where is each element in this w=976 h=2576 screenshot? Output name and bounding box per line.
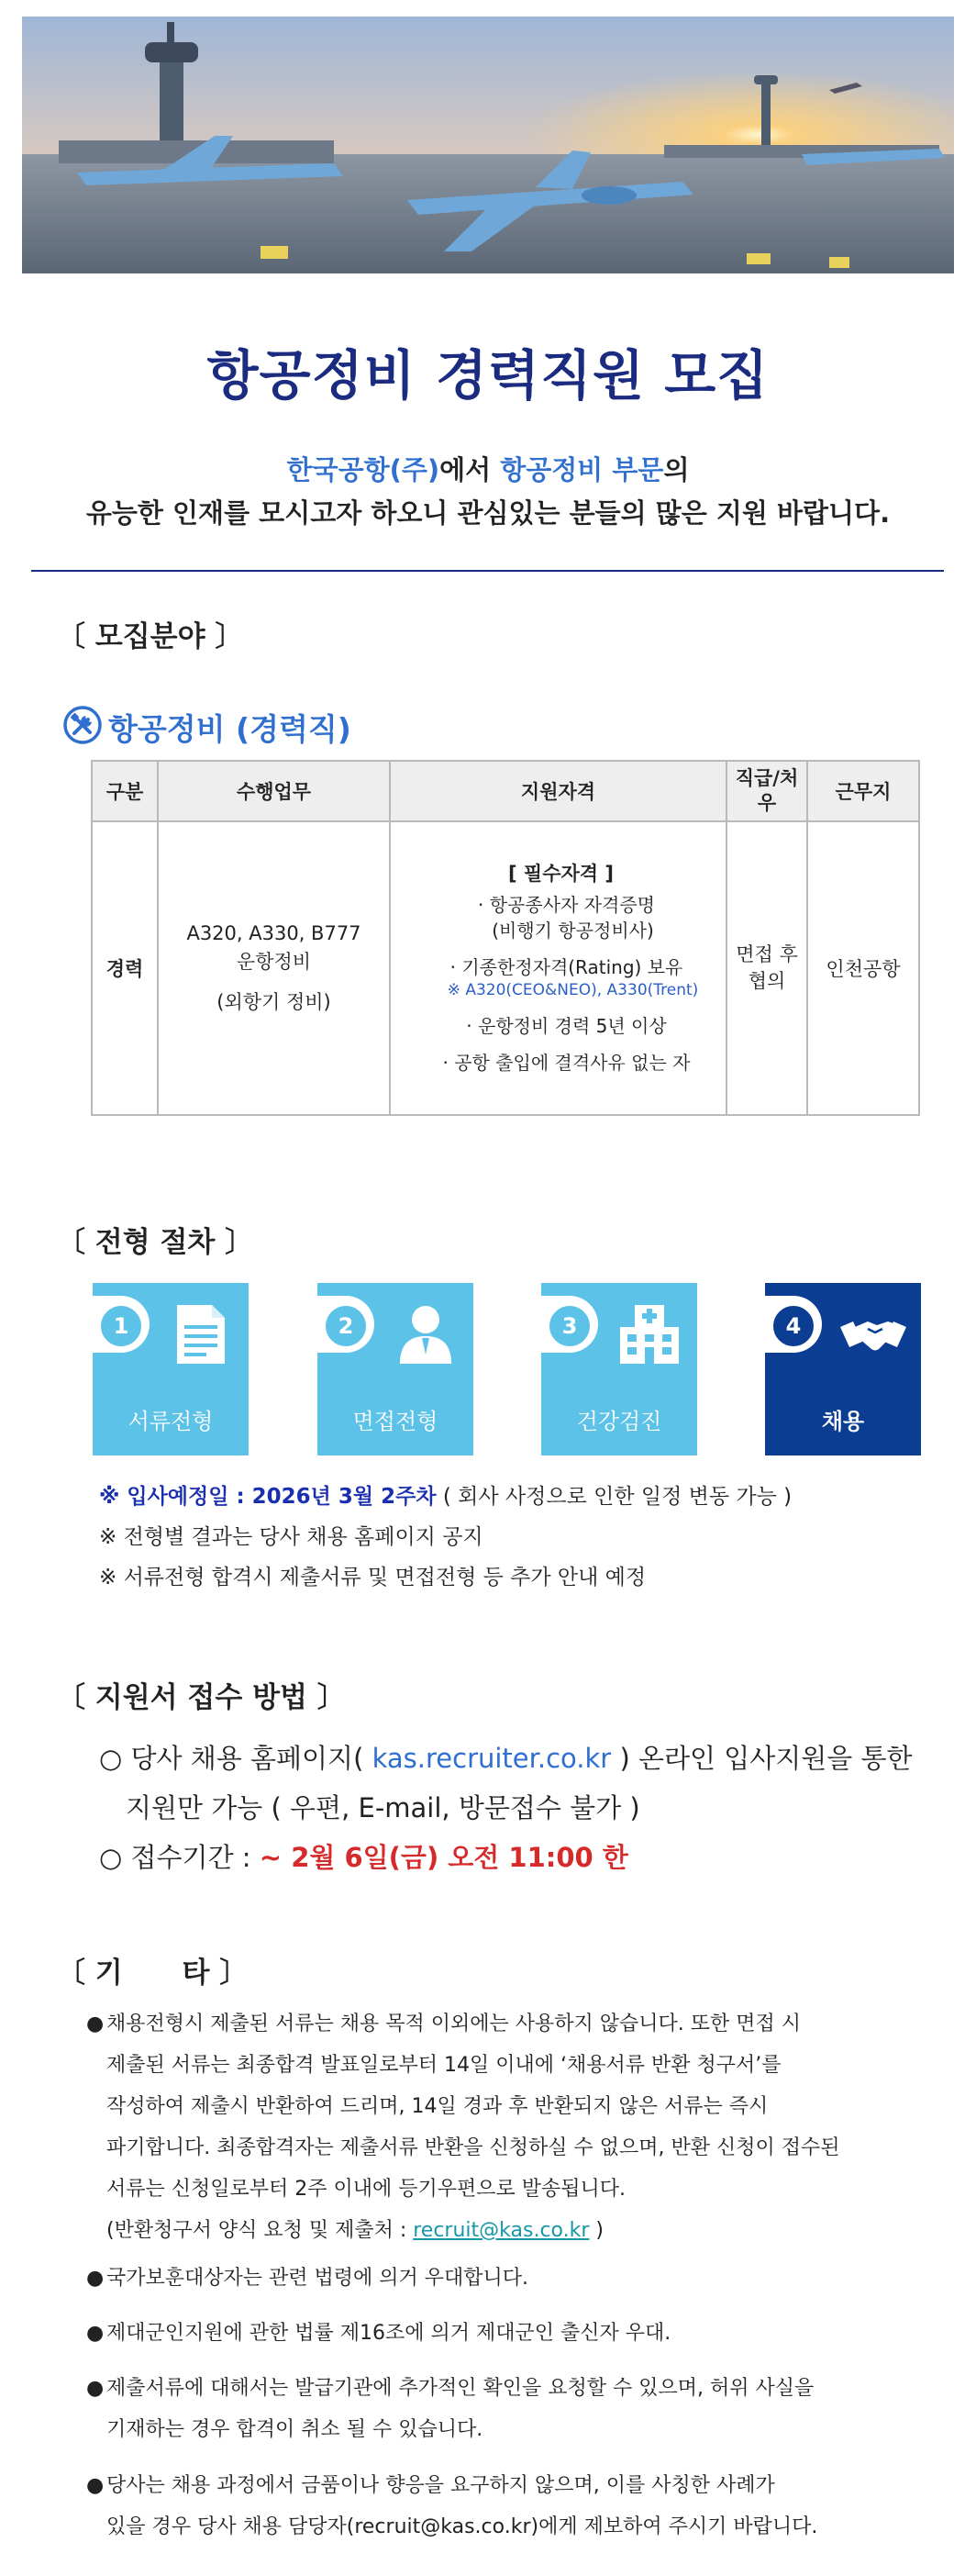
header-qualification: 지원자격 <box>390 761 726 821</box>
etc1-line6-a: (반환청구서 양식 요청 및 제출처 : <box>106 2219 414 2242</box>
step-label: 건강검진 <box>576 1409 662 1434</box>
bullet-icon: ● <box>86 2013 105 2035</box>
note-additional: ※ 서류전형 합격시 제출서류 및 면접전형 등 추가 안내 예정 <box>99 1566 647 1589</box>
etc-item-fraud <box>86 2465 923 2548</box>
etc4-line2: 기재하는 경우 합격이 취소 될 수 있습니다. <box>106 2418 483 2441</box>
apply-period-label: ○ 접수기간 : <box>99 1842 260 1873</box>
step-number: 2 <box>323 1303 369 1349</box>
etc1-line5: 서류는 신청일로부터 2주 이내에 등기우편으로 발송됩니다. <box>106 2178 627 2201</box>
field-title <box>62 707 351 747</box>
intro-dept: 항공정비 부문 <box>500 454 664 485</box>
intro-company: 한국공항(주) <box>286 454 440 485</box>
table-row <box>92 821 919 1115</box>
tools-icon <box>62 705 103 749</box>
intro-line-2: 유능한 인재를 모시고자 하오니 관심있는 분들의 많은 지원 바랍니다. <box>85 497 891 529</box>
person-icon <box>391 1299 460 1369</box>
etc-item-discharged <box>86 2313 923 2354</box>
recruit-email-link[interactable]: recruit@kas.co.kr <box>413 2219 590 2242</box>
handshake-icon <box>838 1299 908 1369</box>
grade-line-2: 협의 <box>748 970 786 992</box>
table-header-row <box>92 761 919 821</box>
cell-location: 인천공항 <box>807 821 919 1115</box>
etc3-line1: 제대군인지원에 관한 법률 제16조에 의거 제대군인 출신자 우대. <box>106 2322 671 2345</box>
section-title-apply: 〔 지원서 접수 방법 〕 <box>57 1681 346 1714</box>
step-label: 서류전형 <box>128 1409 214 1434</box>
apply-line1-b: ) 온라인 입사지원을 통한 <box>611 1743 913 1774</box>
etc-item-veterans <box>86 2258 923 2299</box>
etc1-line6 <box>106 2210 923 2251</box>
etc1-line1: 채용전형시 제출된 서류는 채용 목적 이외에는 사용하지 않습니다. 또한 면접 시 <box>106 2013 801 2035</box>
req-3: · 운항정비 경력 5년 이상 <box>466 1014 667 1037</box>
req-4: · 공항 출입에 결격사유 없는 자 <box>442 1051 691 1074</box>
apply-method-line <box>99 1738 913 1776</box>
etc2-line1: 국가보훈대상자는 관련 법령에 의거 우대합니다. <box>106 2267 529 2290</box>
duty-line-2: 운항정비 <box>236 950 312 973</box>
cell-qualification <box>390 821 726 1115</box>
step-2 <box>317 1283 473 1455</box>
section-title-recruit: 〔 모집분야 〕 <box>57 620 244 653</box>
cell-type: 경력 <box>92 821 158 1115</box>
etc5-line1: 당사는 채용 과정에서 금품이나 향응을 요구하지 않으며, 이를 사칭한 사례가 <box>106 2474 775 2497</box>
divider <box>31 570 944 572</box>
start-date-rest: ( 회사 사정으로 인한 일정 변동 가능 ) <box>436 1485 793 1509</box>
step-number: 1 <box>98 1303 144 1349</box>
bullet-icon: ● <box>86 2377 105 2400</box>
step-label: 면접전형 <box>352 1409 438 1434</box>
req-head: [ 필수자격 ] <box>508 863 614 886</box>
etc4-line1: 제출서류에 대해서는 발급기관에 추가적인 확인을 요청할 수 있으며, 허위 사실을 <box>106 2377 815 2400</box>
bullet-icon: ● <box>86 2322 105 2345</box>
header-type: 구분 <box>92 761 158 821</box>
page-title: 항공정비 경력직원 모집 <box>206 344 770 407</box>
apply-period-line <box>99 1837 628 1875</box>
header-location: 근무지 <box>807 761 919 821</box>
etc-item-verification <box>86 2368 923 2450</box>
note-start-date <box>99 1479 792 1510</box>
req-1a: · 항공종사자 자격증명 <box>478 893 655 916</box>
intro-line-1 <box>0 450 976 487</box>
etc1-line2: 제출된 서류는 최종합격 발표일로부터 14일 이내에 ‘채용서류 반환 청구서’를 <box>106 2054 782 2077</box>
grade-line-1: 면접 후 <box>736 942 798 965</box>
header-duty: 수행업무 <box>158 761 390 821</box>
step-4 <box>765 1283 921 1455</box>
step-label: 채용 <box>821 1409 865 1434</box>
hospital-icon <box>615 1299 684 1369</box>
etc1-line6-b: ) <box>589 2219 604 2242</box>
start-date-bold: ※ 입사예정일 : 2026년 3월 2주차 <box>99 1485 437 1509</box>
section-title-etc: 〔 기 타 〕 <box>57 1957 249 1990</box>
recruit-site-link[interactable]: kas.recruiter.co.kr <box>372 1743 612 1774</box>
apply-method-line-2: 지원만 가능 ( 우편, E-mail, 방문접수 불가 ) <box>126 1792 640 1823</box>
bullet-icon: ● <box>86 2267 105 2290</box>
etc1-line4: 파기합니다. 최종합격자는 제출서류 반환을 신청하실 수 없으며, 반환 신청이 접수된 <box>106 2136 840 2159</box>
step-number: 3 <box>547 1303 593 1349</box>
req-1b: (비행기 항공정비사) <box>492 919 654 942</box>
req-2-sub: ※ A320(CEO&NEO), A330(Trent) <box>447 980 699 999</box>
etc5-line2: 있을 경우 당사 채용 담당자(recruit@kas.co.kr)에게 제보하여 주시기 바랍니다. <box>106 2515 818 2538</box>
header-grade: 직급/처우 <box>726 761 807 821</box>
req-2: · 기종한정자격(Rating) 보유 <box>449 955 683 978</box>
document-icon <box>166 1299 236 1369</box>
step-1 <box>93 1283 249 1455</box>
apply-line1-a: ○ 당사 채용 홈페이지( <box>99 1743 372 1774</box>
duty-line-3: (외항기 정비) <box>216 991 331 1014</box>
duty-line-1: A320, A330, B777 <box>186 922 361 945</box>
field-title-text: 항공정비 (경력직) <box>108 710 351 747</box>
cell-grade <box>726 821 807 1115</box>
intro-end: 의 <box>663 454 690 485</box>
note-results: ※ 전형별 결과는 당사 채용 홈페이지 공지 <box>99 1525 483 1549</box>
step-3 <box>541 1283 697 1455</box>
etc1-line3: 작성하여 제출시 반환하여 드리며, 14일 경과 후 반환되지 않은 서류는 즉시 <box>106 2095 769 2118</box>
section-title-process: 〔 전형 절차 〕 <box>57 1226 254 1259</box>
bullet-icon: ● <box>86 2474 105 2497</box>
recruit-table <box>91 760 918 1116</box>
hero-airport-image <box>22 17 954 273</box>
cell-duty <box>158 821 390 1115</box>
intro-mid: 에서 <box>439 454 501 485</box>
apply-deadline: ~ 2월 6일(금) 오전 11:00 한 <box>259 1842 628 1873</box>
etc-item-documents <box>86 2003 923 2251</box>
step-number: 4 <box>771 1303 816 1349</box>
